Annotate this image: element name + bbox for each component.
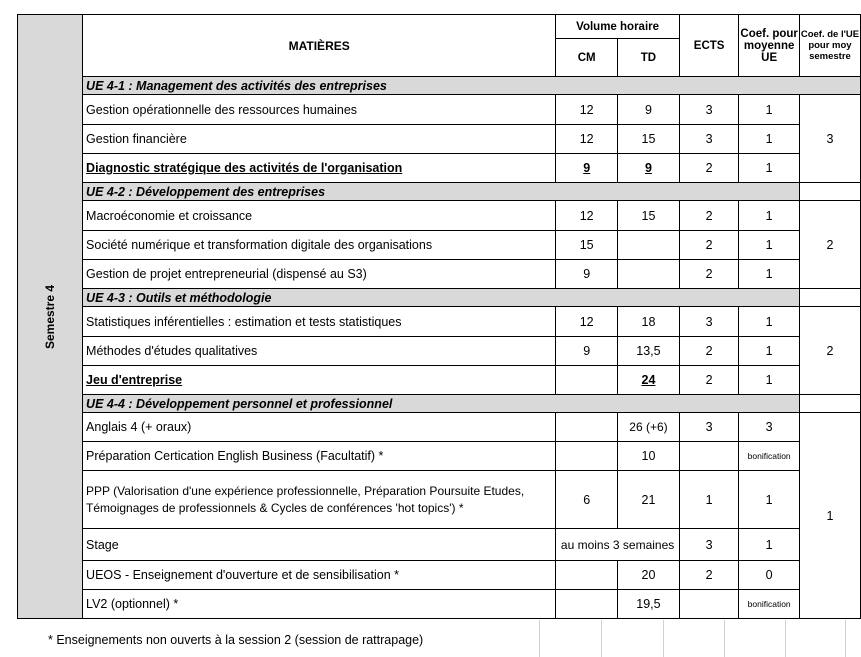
table-row [18, 366, 861, 395]
ects-value: 3 [679, 413, 739, 442]
subject-name: Diagnostic stratégique des activités de l'organisation [83, 154, 556, 183]
empty-cell [799, 183, 860, 201]
table-row [18, 529, 861, 561]
coef-value: 3 [739, 413, 800, 442]
ects-value: 2 [679, 201, 739, 231]
header-row-1 [18, 15, 861, 39]
cm-value: 9 [556, 260, 618, 289]
td-value: 18 [618, 307, 680, 337]
ects-value: 2 [679, 366, 739, 395]
coef-value: bonification [739, 590, 800, 619]
td-value: 13,5 [618, 337, 680, 366]
ue-coef-value: 2 [799, 201, 860, 289]
table-row [18, 125, 861, 154]
table-row [18, 231, 861, 260]
subject-name: Société numérique et transformation digitale des organisations [83, 231, 556, 260]
ects-value: 3 [679, 95, 739, 125]
subject-name: Méthodes d'études qualitatives [83, 337, 556, 366]
table-row [18, 201, 861, 231]
header-hourly-volume: Volume horaire [556, 15, 680, 39]
table-row [18, 590, 861, 619]
empty-cell [799, 289, 860, 307]
curriculum-table [17, 14, 861, 619]
cm-value [556, 590, 618, 619]
curriculum-sheet [17, 14, 861, 619]
cm-value [556, 366, 618, 395]
ects-value: 3 [679, 529, 739, 561]
coef-value: 1 [739, 337, 800, 366]
coef-value: 1 [739, 260, 800, 289]
cm-value: 9 [556, 154, 618, 183]
coef-value: 1 [739, 125, 800, 154]
td-value: 26 (+6) [618, 413, 680, 442]
td-value: 15 [618, 201, 680, 231]
header-coef-avg: Coef. pour moyenne UE [739, 15, 800, 77]
ects-value: 3 [679, 307, 739, 337]
coef-value: 1 [739, 95, 800, 125]
gridline [724, 620, 725, 657]
cm-value [556, 442, 618, 471]
coef-value: 0 [739, 561, 800, 590]
td-value: 15 [618, 125, 680, 154]
table-row [18, 95, 861, 125]
semester-label-cell [18, 15, 83, 619]
td-value: 10 [618, 442, 680, 471]
subject-name [83, 471, 556, 529]
subject-name: Gestion opérationnelle des ressources humaines [83, 95, 556, 125]
ue-4-1-title: UE 4-1 : Management des activités des entreprises [83, 77, 861, 95]
subject-name: Anglais 4 (+ oraux) [83, 413, 556, 442]
ue-coef-value: 1 [799, 413, 860, 619]
cmtd-value: au moins 3 semaines [556, 529, 680, 561]
td-value: 24 [618, 366, 680, 395]
ue-4-3-title: UE 4-3 : Outils et méthodologie [83, 289, 800, 307]
coef-value: 1 [739, 529, 800, 561]
subject-name: UEOS - Enseignement d'ouverture et de sensibilisation * [83, 561, 556, 590]
table-row [18, 154, 861, 183]
td-value: 9 [618, 154, 680, 183]
subject-name: Gestion de projet entrepreneurial (dispensé au S3) [83, 260, 556, 289]
coef-value: bonification [739, 442, 800, 471]
ects-value: 2 [679, 231, 739, 260]
td-value: 9 [618, 95, 680, 125]
table-row [18, 307, 861, 337]
gridline [845, 620, 846, 657]
ects-value: 2 [679, 561, 739, 590]
table-row [18, 561, 861, 590]
footer-gridlines [539, 620, 846, 657]
ue-4-2-title: UE 4-2 : Développement des entreprises [83, 183, 800, 201]
table-row [18, 471, 861, 529]
cm-value [556, 413, 618, 442]
td-value: 20 [618, 561, 680, 590]
subject-name: Jeu d'entreprise [83, 366, 556, 395]
gridline [601, 620, 602, 657]
subject-name: Statistiques inférentielles : estimation et tests statistiques [83, 307, 556, 337]
ects-value: 2 [679, 154, 739, 183]
ue-4-4-title: UE 4-4 : Développement personnel et professionnel [83, 395, 800, 413]
header-coef-ue: Coef. de l'UE pour moy semestre [799, 15, 860, 77]
td-value: 19,5 [618, 590, 680, 619]
header-ects: ECTS [679, 15, 739, 77]
ects-value: 1 [679, 471, 739, 529]
coef-value: 1 [739, 231, 800, 260]
ue-4-4-header [18, 395, 861, 413]
semester-label: Semestre 4 [43, 284, 58, 349]
coef-value: 1 [739, 154, 800, 183]
header-td: TD [618, 39, 680, 77]
cm-value: 12 [556, 201, 618, 231]
gridline [663, 620, 664, 657]
subject-name: Gestion financière [83, 125, 556, 154]
subject-name: Stage [83, 529, 556, 561]
ects-value: 2 [679, 337, 739, 366]
ects-value [679, 590, 739, 619]
td-value [618, 231, 680, 260]
header-cm: CM [556, 39, 618, 77]
coef-value: 1 [739, 307, 800, 337]
table-row [18, 337, 861, 366]
cm-value: 12 [556, 125, 618, 154]
gridline [785, 620, 786, 657]
td-value: 21 [618, 471, 680, 529]
header-subjects: MATIÈRES [83, 15, 556, 77]
subject-name: Préparation Certication English Business (Facultatif) * [83, 442, 556, 471]
gridline [539, 620, 540, 657]
footnote: * Enseignements non ouverts à la session 2 (session de rattrapage) [48, 633, 424, 647]
subject-name-line-1: PPP (Valorisation d'une expérience professionnelle, Préparation Poursuite Etudes, [86, 483, 525, 498]
ue-4-2-header [18, 183, 861, 201]
cm-value [556, 561, 618, 590]
ects-value [679, 442, 739, 471]
ue-4-3-header [18, 289, 861, 307]
ue-coef-value: 3 [799, 95, 860, 183]
coef-value: 1 [739, 201, 800, 231]
cm-value: 12 [556, 95, 618, 125]
subject-name-line-2: Témoignages de professionnels & Cycles de conférences 'hot topics') * [86, 500, 464, 515]
cm-value: 6 [556, 471, 618, 529]
ects-value: 3 [679, 125, 739, 154]
cm-value: 12 [556, 307, 618, 337]
cm-value: 15 [556, 231, 618, 260]
ue-4-1-header [18, 77, 861, 95]
cm-value: 9 [556, 337, 618, 366]
ects-value: 2 [679, 260, 739, 289]
subject-name: Macroéconomie et croissance [83, 201, 556, 231]
table-row [18, 260, 861, 289]
table-row [18, 413, 861, 442]
coef-value: 1 [739, 366, 800, 395]
empty-cell [799, 395, 860, 413]
ue-coef-value: 2 [799, 307, 860, 395]
subject-name: LV2 (optionnel) * [83, 590, 556, 619]
td-value [618, 260, 680, 289]
coef-value: 1 [739, 471, 800, 529]
table-row [18, 442, 861, 471]
